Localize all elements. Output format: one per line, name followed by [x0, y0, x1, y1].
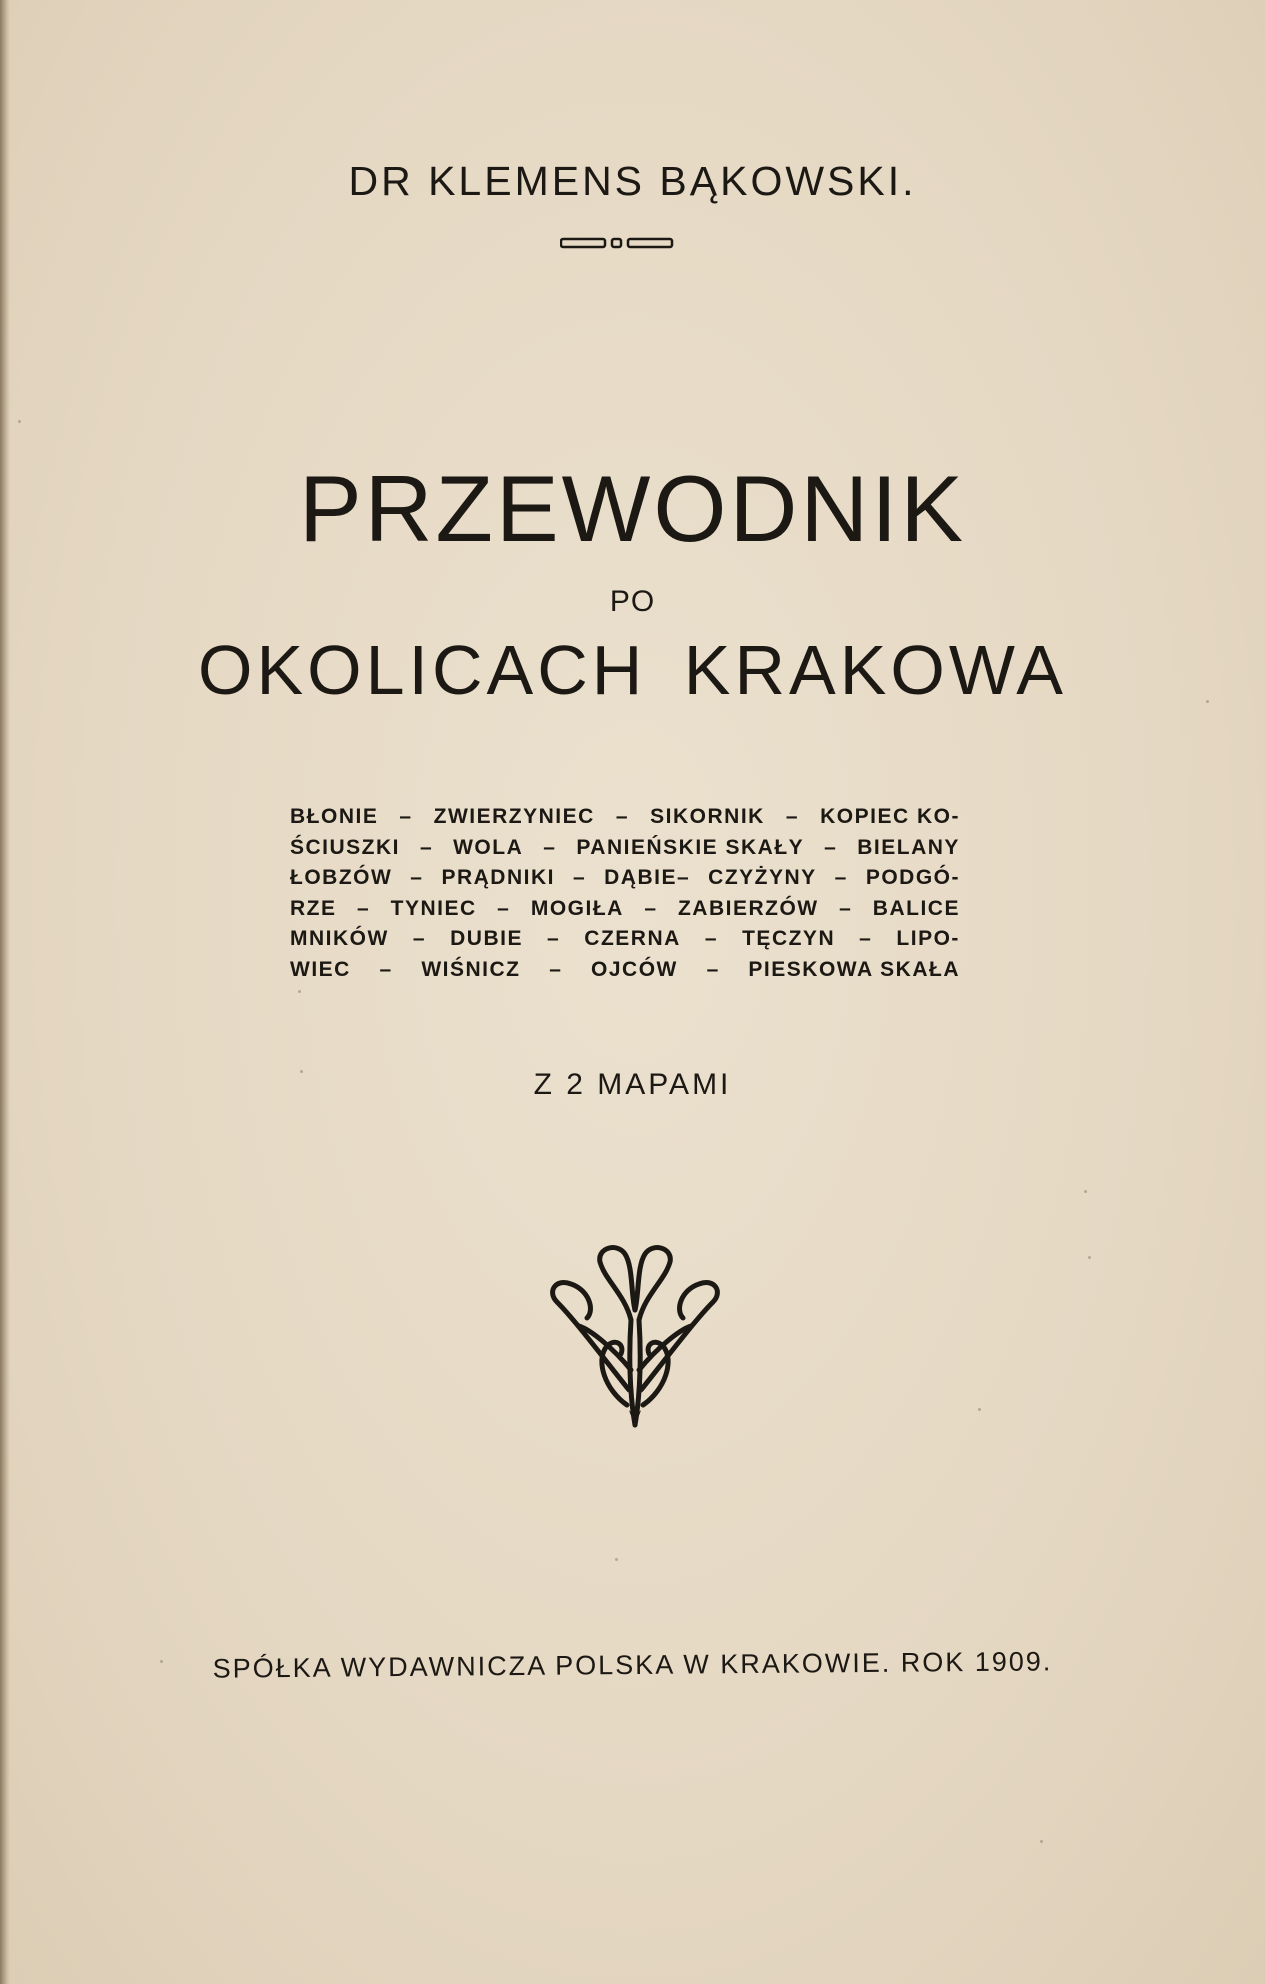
place-name: MOGIŁA	[530, 896, 624, 920]
place-name: BALICE	[872, 896, 960, 920]
place-name: CZERNA	[584, 927, 681, 950]
place-name: WIŚNICZ	[421, 957, 521, 981]
place-name: WIEC	[290, 957, 351, 981]
paper-speck	[615, 1558, 618, 1561]
place-name: BIELANY	[857, 835, 960, 859]
places-line	[290, 802, 960, 833]
title-connector: PO	[609, 585, 656, 618]
dash-separator: –	[379, 957, 393, 981]
paper-speck	[1084, 1190, 1087, 1193]
place-name: PRĄDNIKI	[441, 866, 555, 889]
place-name: ŚCIUSZKI	[290, 835, 401, 859]
places-line	[290, 955, 960, 986]
paper-speck	[298, 990, 301, 993]
place-name: KOPIEC KO-	[820, 805, 960, 828]
dash-separator: –	[859, 927, 873, 950]
dash-separator: –	[547, 927, 561, 950]
place-name: PANIEŃSKIE SKAŁY	[576, 835, 805, 859]
publisher-imprint: SPÓŁKA WYDAWNICZA POLSKA W KRAKOWIE. ROK 1909.	[212, 1646, 1053, 1684]
dash-separator: –	[839, 896, 853, 920]
dash-separator: –	[785, 805, 800, 828]
art-nouveau-floral-ornament-icon	[545, 1240, 725, 1430]
dash-separator: –	[644, 896, 658, 920]
place-name: OJCÓW	[591, 957, 678, 981]
ornamental-rule-icon	[560, 236, 674, 250]
book-title: PRZEWODNIK	[298, 456, 967, 561]
place-name: CZYŻYNY	[708, 866, 817, 889]
place-name: TĘCZYN	[742, 927, 836, 950]
dash-separator: –	[824, 835, 838, 859]
paper-speck	[978, 1408, 981, 1411]
paper-speck	[1088, 1256, 1091, 1259]
book-subtitle: OKOLICACH KRAKOWA	[198, 631, 1067, 709]
place-name: ŁOBZÓW	[290, 866, 393, 889]
maps-note: Z 2 MAPAMI	[533, 1068, 732, 1101]
place-name: DUBIE	[450, 927, 523, 950]
author-name: DR KLEMENS BĄKOWSKI.	[348, 158, 917, 204]
dash-separator: –	[410, 866, 424, 889]
places-list	[290, 802, 960, 985]
places-line	[290, 833, 960, 864]
place-name: MNIKÓW	[290, 927, 389, 950]
paper-speck	[1040, 1840, 1043, 1843]
dash-separator: –	[549, 957, 563, 981]
place-name: WOLA	[453, 835, 524, 859]
dash-separator: –	[572, 866, 587, 889]
place-name: SIKORNIK	[650, 805, 765, 828]
place-name: TYNIEC	[390, 896, 477, 920]
places-line	[290, 924, 960, 955]
dash-separator: –	[704, 927, 719, 950]
place-name: RZE	[290, 896, 337, 920]
dash-separator: –	[412, 927, 427, 950]
dash-separator: –	[399, 805, 413, 828]
dash-separator: –	[356, 896, 371, 920]
place-name: BŁONIE	[290, 805, 379, 828]
place-name: LIPO-	[896, 927, 960, 950]
dash-separator: –	[543, 835, 557, 859]
place-name: ZWIERZYNIEC	[433, 805, 595, 828]
dash-separator: –	[615, 805, 630, 828]
places-line	[290, 863, 960, 894]
place-name: DĄBIE–	[604, 866, 691, 889]
place-name: ZABIERZÓW	[677, 896, 819, 920]
dash-separator: –	[497, 896, 511, 920]
paper-speck	[18, 420, 21, 423]
dash-separator: –	[419, 835, 434, 859]
places-line	[290, 894, 960, 925]
dash-separator: –	[834, 866, 848, 889]
dash-separator: –	[706, 957, 720, 981]
place-name: PIESKOWA SKAŁA	[748, 957, 960, 981]
place-name: PODGÓ-	[865, 866, 960, 889]
